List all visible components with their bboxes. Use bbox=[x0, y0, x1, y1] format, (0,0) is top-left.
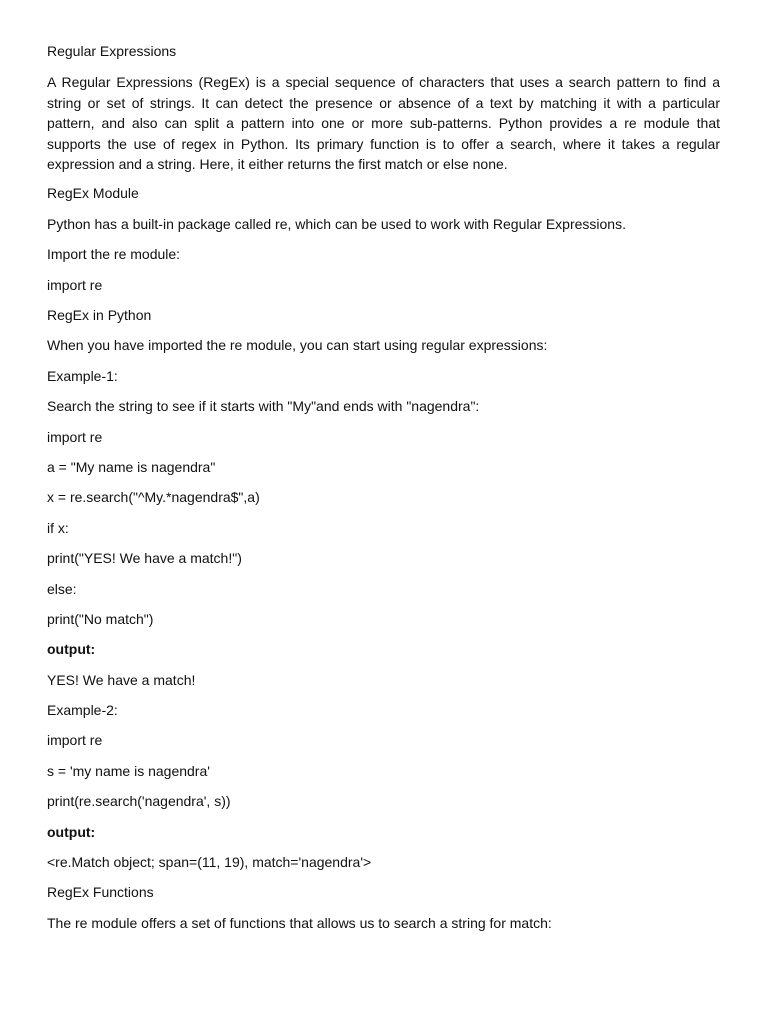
regex-in-python-text: When you have imported the re module, you can start using regular expressions: bbox=[47, 337, 548, 354]
example1-output-label: output: bbox=[47, 641, 96, 658]
example1-output: YES! We have a match! bbox=[47, 671, 196, 688]
regex-in-python-heading: RegEx in Python bbox=[47, 306, 152, 323]
example2-output: <re.Match object; span=(11, 19), match='nagendra'> bbox=[47, 854, 372, 871]
example2-heading: Example-2: bbox=[47, 702, 118, 719]
example1-code-line: import re bbox=[47, 428, 103, 445]
import-code: import re bbox=[47, 276, 103, 293]
example1-code-line: x = re.search("^My.*nagendra$",a) bbox=[47, 489, 260, 506]
functions-heading: RegEx Functions bbox=[47, 884, 154, 901]
example1-code-line: if x: bbox=[47, 519, 69, 536]
example1-description: Search the string to see if it starts with "My"and ends with "nagendra": bbox=[47, 398, 480, 415]
intro-paragraph: A Regular Expressions (RegEx) is a special sequence of characters that uses a search pattern to find a string or set of strings. It can detect the presence or absence of a text by matching it with a particular pattern, and also can split a pattern into one or more sub-patterns. Python provides a re module that supports the use of regex in Python. Its primary function is to offer a search, where it takes a regular expression and a string. Here, it either returns the first match or else none. bbox=[47, 74, 720, 173]
document-title: Regular Expressions bbox=[47, 43, 177, 59]
example1-heading: Example-1: bbox=[47, 367, 118, 384]
functions-text: The re module offers a set of functions that allows us to search a string for match: bbox=[47, 914, 552, 931]
example1-code-line: print("YES! We have a match!") bbox=[47, 550, 242, 567]
example2-code-line: print(re.search('nagendra', s)) bbox=[47, 793, 231, 810]
example1-code-line: a = "My name is nagendra" bbox=[47, 458, 216, 475]
example1-code-line: print("No match") bbox=[47, 610, 154, 627]
example1-code-line: else: bbox=[47, 580, 77, 597]
example2-code-line: import re bbox=[47, 732, 103, 749]
example2-code-line: s = 'my name is nagendra' bbox=[47, 762, 210, 779]
example2-output-label: output: bbox=[47, 823, 96, 840]
regex-module-text: Python has a built-in package called re, which can be used to work with Regular Expressions. bbox=[47, 215, 626, 232]
regex-module-heading: RegEx Module bbox=[47, 185, 139, 202]
import-heading: Import the re module: bbox=[47, 246, 181, 263]
